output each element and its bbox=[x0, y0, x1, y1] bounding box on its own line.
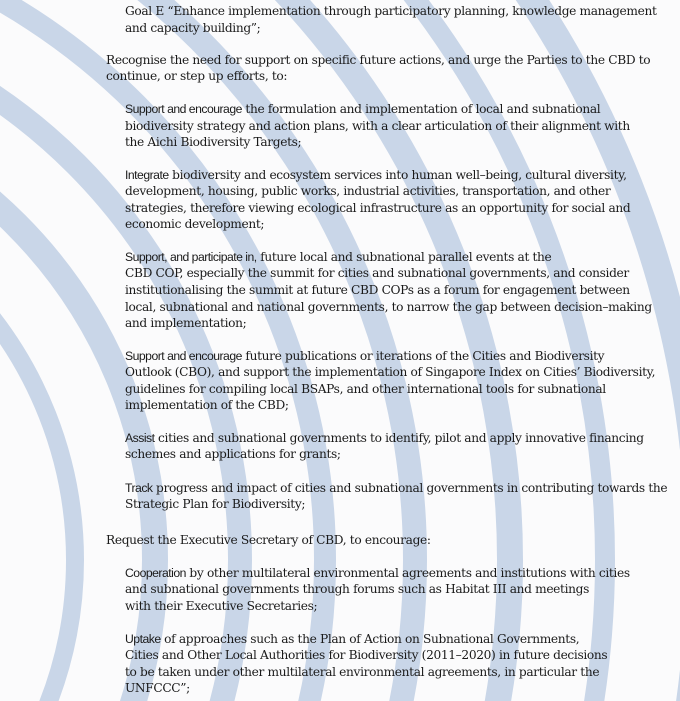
request-paragraph-line: Request the Executive Secretary of CBD, to encourage: bbox=[106, 533, 431, 547]
action-item-line: to be taken under other multilateral environmental agreements, in particular the bbox=[125, 665, 600, 679]
action-item-lead: Support and encourage bbox=[125, 102, 242, 116]
action-item-text: of approaches such as the Plan of Action on Subnational Governments, bbox=[160, 632, 580, 646]
action-item-first-line bbox=[125, 631, 579, 648]
action-item-line: UNFCCC”; bbox=[125, 681, 190, 695]
action-item-lead: Integrate bbox=[125, 168, 169, 182]
action-item-line: economic development; bbox=[125, 217, 265, 231]
action-item-line: implementation of the CBD; bbox=[125, 398, 289, 412]
action-item-first-line bbox=[125, 101, 600, 118]
goal-e-line: Goal E “Enhance implementation through participatory planning, knowledge management bbox=[125, 4, 657, 18]
action-item-first-line bbox=[125, 249, 551, 266]
action-item-line: institutionalising the summit at future CBD COPs as a forum for engagement between bbox=[125, 283, 630, 297]
action-item-line: and implementation; bbox=[125, 316, 247, 330]
action-item-lead: Track bbox=[125, 481, 153, 495]
action-item-text: by other multilateral environmental agreements and institutions with cities bbox=[185, 566, 630, 580]
action-item-line: guidelines for compiling local BSAPs, and other international tools for subnational bbox=[125, 382, 606, 396]
action-item-text: future local and subnational parallel events at the bbox=[256, 250, 552, 264]
action-item-line: and subnational governments through forums such as Habitat III and meetings bbox=[125, 582, 589, 596]
action-item-line: with their Executive Secretaries; bbox=[125, 599, 318, 613]
recognise-paragraph-line: Recognise the need for support on specific future actions, and urge the Parties to the CBD to bbox=[106, 53, 651, 67]
recognise-paragraph-line: continue, or step up efforts, to: bbox=[106, 69, 288, 83]
action-item-lead: Cooperation bbox=[125, 566, 186, 580]
action-item-text: biodiversity and ecosystem services into human well–being, cultural diversity, bbox=[168, 168, 627, 182]
action-item-text: the formulation and implementation of local and subnational bbox=[241, 102, 601, 116]
action-item-first-line bbox=[125, 565, 630, 582]
action-item-text: cities and subnational governments to identify, pilot and apply innovative financing bbox=[154, 431, 644, 445]
action-item-line: local, subnational and national governments, to narrow the gap between decision–making bbox=[125, 300, 652, 314]
action-item-text: progress and impact of cities and subnational governments in contributing towards the bbox=[152, 481, 668, 495]
action-item-lead: Assist bbox=[125, 431, 155, 445]
action-item-line: Strategic Plan for Biodiversity; bbox=[125, 497, 306, 511]
action-item-line: biodiversity strategy and action plans, with a clear articulation of their alignment with bbox=[125, 119, 630, 133]
action-item-lead: Support and encourage bbox=[125, 349, 242, 363]
action-item-line: Cities and Other Local Authorities for Biodiversity (2011–2020) in future decisions bbox=[125, 648, 608, 662]
action-item-line: Outlook (CBO), and support the implementation of Singapore Index on Cities’ Biodiversity, bbox=[125, 365, 656, 379]
action-item-lead: Support, and participate in, bbox=[125, 250, 257, 264]
action-item-first-line bbox=[125, 348, 604, 365]
action-item-line: development, housing, public works, industrial activities, transportation, and other bbox=[125, 184, 611, 198]
action-item-first-line bbox=[125, 480, 667, 497]
action-item-line: CBD COP, especially the summit for cities and subnational governments, and consider bbox=[125, 266, 629, 280]
goal-e-line: and capacity building”; bbox=[125, 21, 261, 35]
action-item-line: the Aichi Biodiversity Targets; bbox=[125, 135, 302, 149]
action-item-first-line bbox=[125, 167, 627, 184]
action-item-first-line bbox=[125, 430, 644, 447]
action-item-text: future publications or iterations of the Cities and Biodiversity bbox=[241, 349, 605, 363]
action-item-line: strategies, therefore viewing ecological infrastructure as an opportunity for social and bbox=[125, 201, 631, 215]
action-item-line: schemes and applications for grants; bbox=[125, 447, 341, 461]
action-item-lead: Uptake bbox=[125, 632, 161, 646]
